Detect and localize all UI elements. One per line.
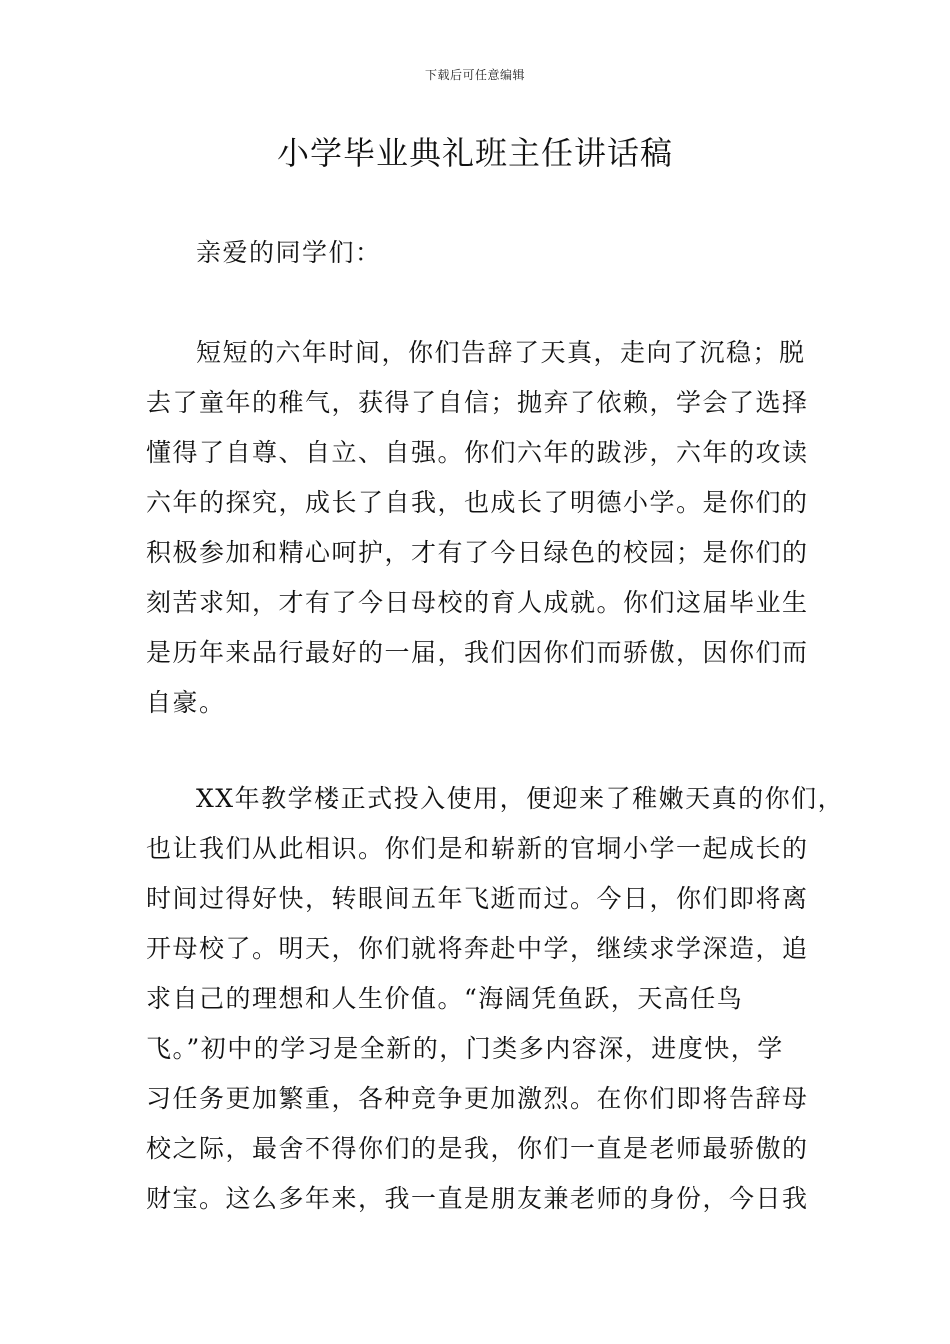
paragraph-line: 校之际，最舍不得你们的是我，你们一直是老师最骄傲的 [146, 1134, 809, 1163]
paragraph-line: 求自己的理想和人生价值。“海阔凭鱼跃，天高任鸟 [146, 984, 744, 1013]
paragraph-line: 是历年来品行最好的一届，我们因你们而骄傲，因你们而 [146, 638, 809, 667]
paragraph-line: 积极参加和精心呵护，才有了今日绿色的校园；是你们的 [146, 538, 809, 567]
paragraph-line: 短短的六年时间，你们告辞了天真，走向了沉稳；脱 [196, 338, 806, 367]
paragraph-line: 飞。”初中的学习是全新的，门类多内容深，进度快，学 [146, 1034, 784, 1063]
salutation [146, 228, 808, 278]
document-title: 小学毕业典礼班主任讲话稿 [276, 134, 673, 172]
paragraph-line: 也让我们从此相识。你们是和崭新的官垌小学一起成长的 [146, 834, 809, 863]
paragraph-line: 去了童年的稚气，获得了自信；抛弃了依赖，学会了选择 [146, 388, 809, 417]
paragraph-line: 刻苦求知，才有了今日母校的育人成就。你们这届毕业生 [146, 588, 809, 617]
paragraph-line: 自豪。 [146, 688, 226, 717]
paragraph-2 [146, 774, 845, 1224]
paragraph-line: 六年的探究，成长了自我，也成长了明德小学。是你们的 [146, 488, 809, 517]
paragraph-1 [146, 328, 808, 728]
paragraph-line: 财宝。这么多年来，我一直是朋友兼老师的身份，今日我 [146, 1184, 809, 1213]
paragraph-line: 习任务更加繁重，各种竞争更加激烈。在你们即将告辞母 [146, 1084, 809, 1113]
paragraph-line: 开母校了。明天，你们就将奔赴中学，继续求学深造，追 [146, 934, 809, 963]
paragraph-line: 懂得了自尊、自立、自强。你们六年的跋涉，六年的攻读 [146, 438, 809, 467]
paragraph-line: 时间过得好快，转眼间五年飞逝而过。今日，你们即将离 [146, 884, 809, 913]
paragraph-line: XX年教学楼正式投入使用，便迎来了稚嫩天真的你们， [196, 784, 845, 813]
salutation-text: 亲爱的同学们： [196, 238, 382, 267]
header-note: 下载后可任意编辑 [424, 68, 525, 82]
